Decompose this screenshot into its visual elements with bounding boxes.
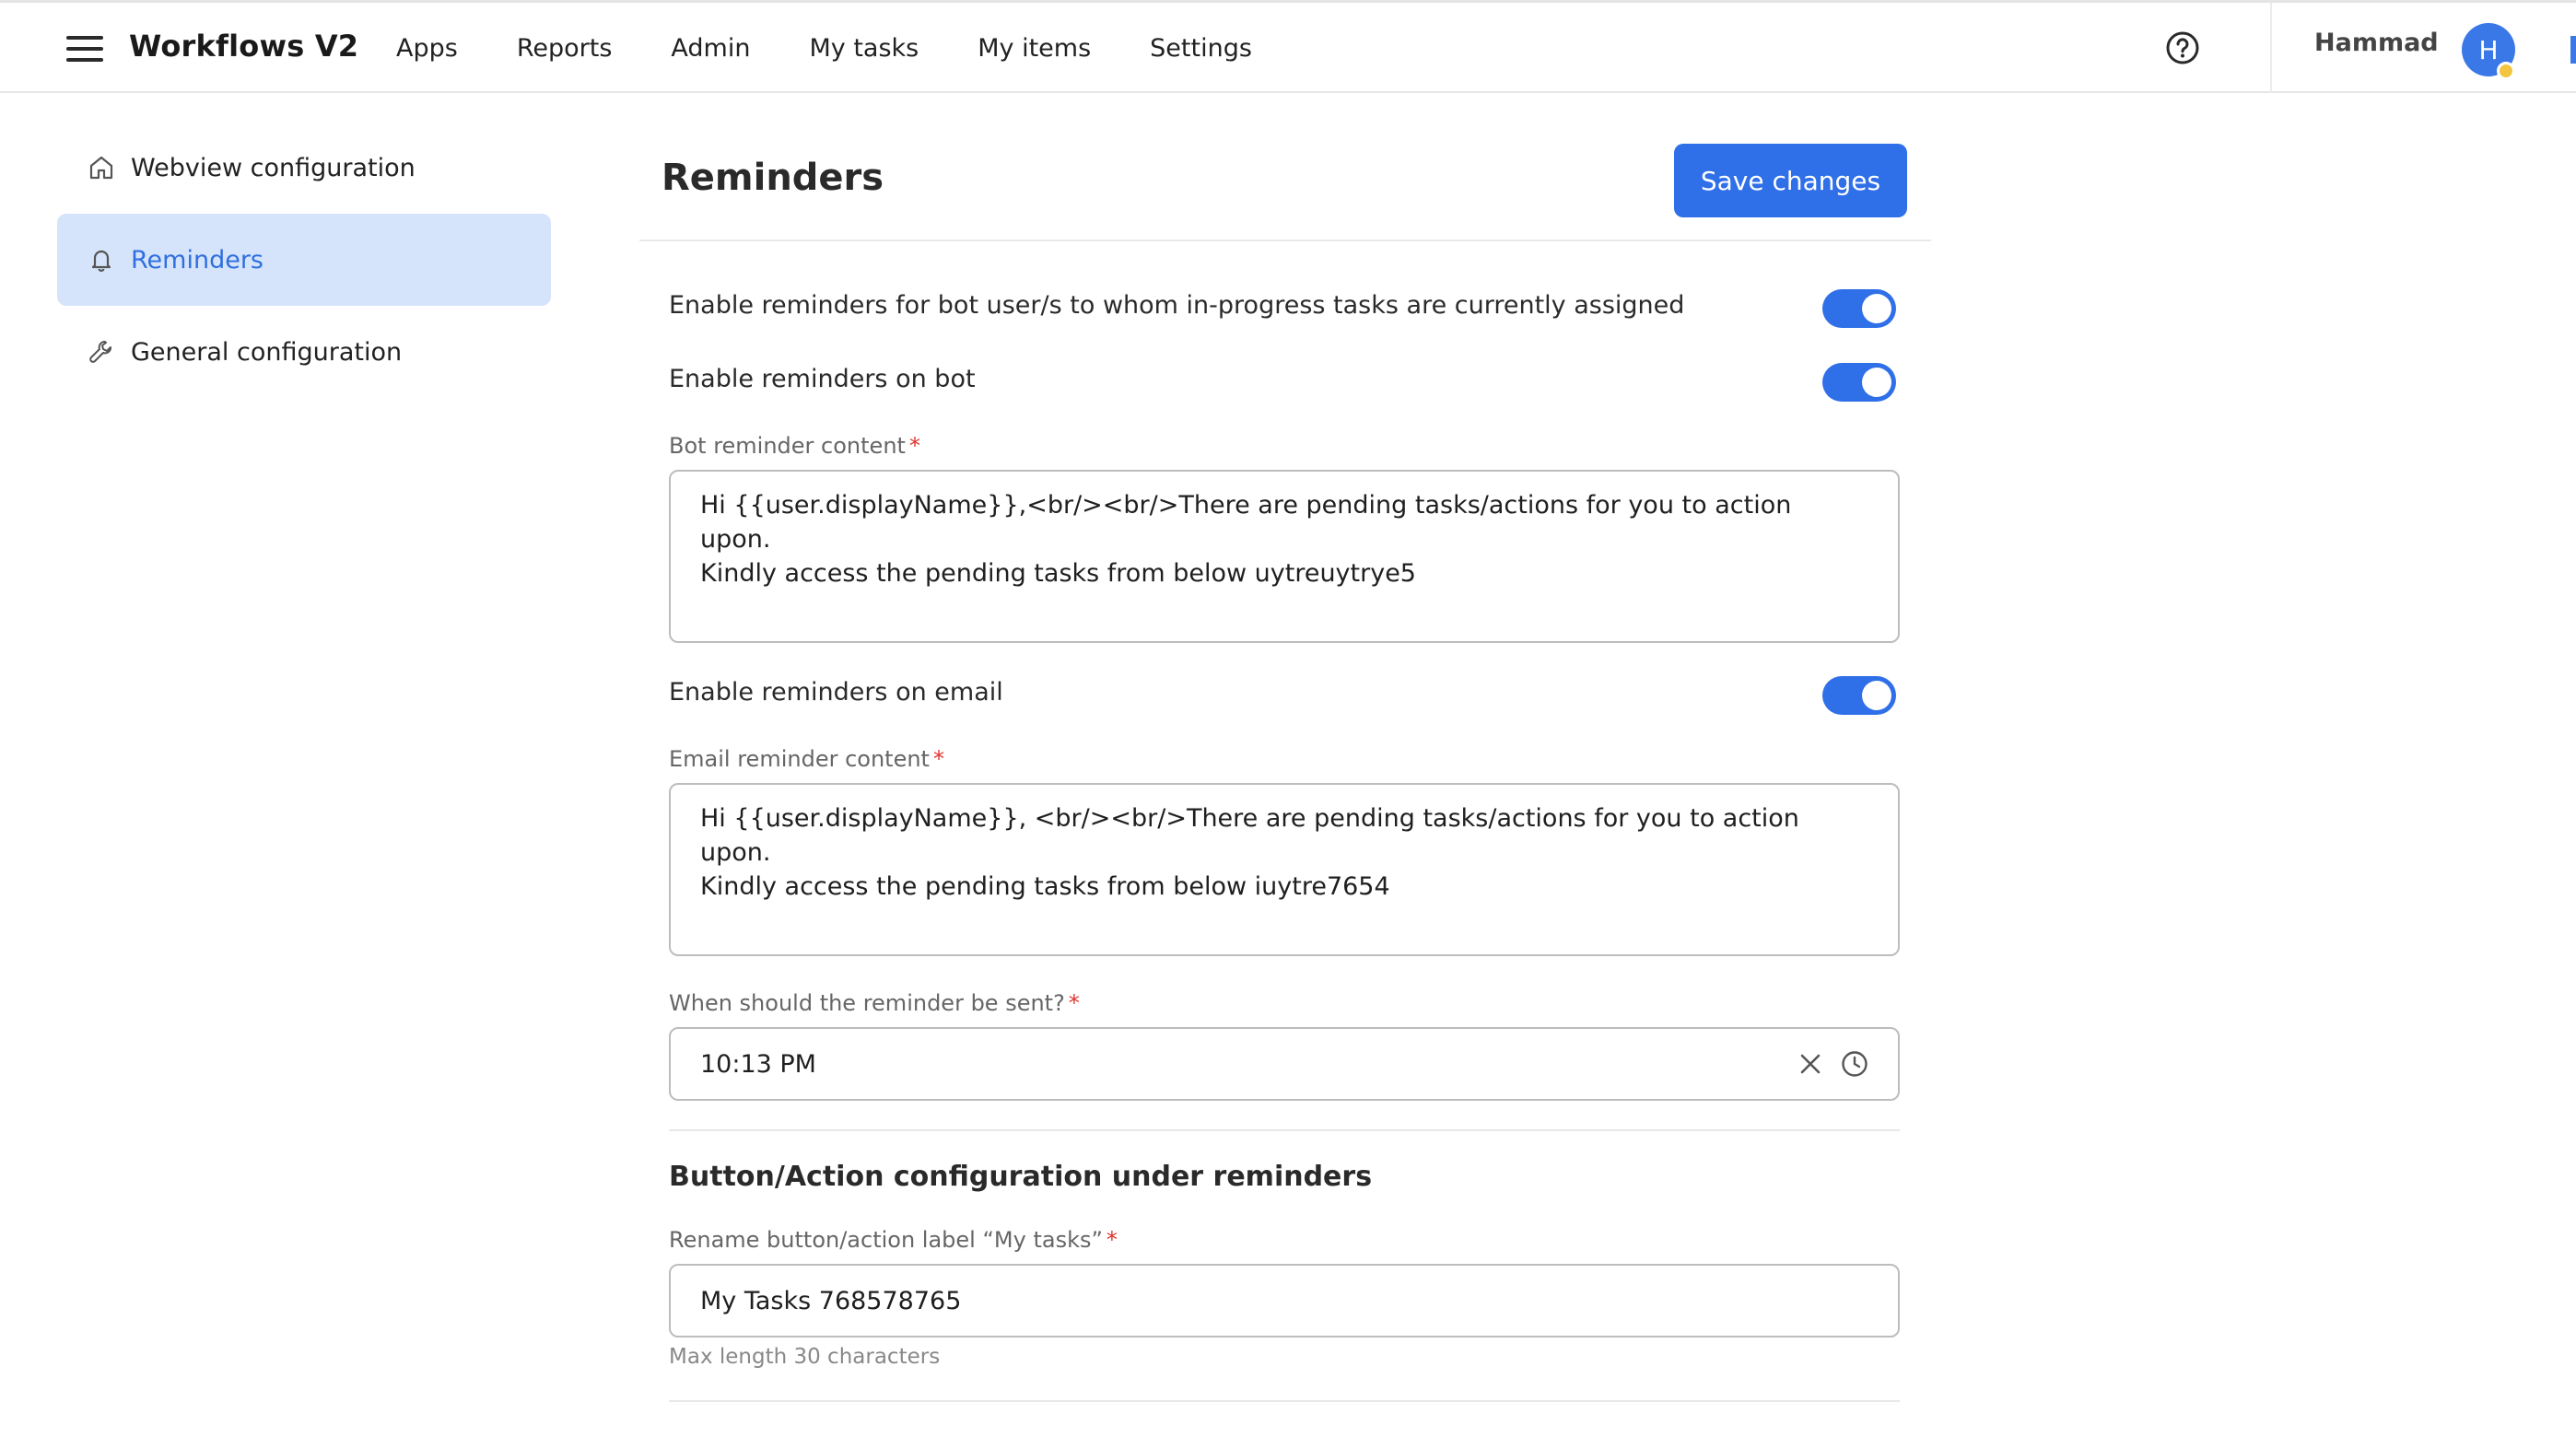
nav-item-my-items[interactable]: My items: [978, 33, 1092, 63]
field-label-text: When should the reminder be sent?: [669, 990, 1065, 1016]
divider: [669, 1129, 1900, 1131]
toggle-knob: [1862, 368, 1891, 397]
toggle-bot-label: Enable reminders on bot: [669, 365, 976, 393]
nav-item-apps[interactable]: Apps: [396, 33, 458, 63]
help-icon[interactable]: [2165, 30, 2200, 65]
max-length-hint: Max length 30 characters: [669, 1345, 941, 1369]
wrench-icon: [87, 337, 116, 367]
sidebar-item-label: General configuration: [131, 337, 403, 367]
bot-reminder-content-label: [669, 433, 920, 459]
reminder-time-input[interactable]: 10:13 PM: [669, 1027, 1900, 1101]
bell-icon: [87, 245, 116, 275]
divider: [669, 1400, 1900, 1402]
section-title: Button/Action configuration under reminders: [669, 1161, 1373, 1193]
main-nav: [396, 3, 1311, 93]
avatar[interactable]: H: [2462, 23, 2515, 76]
rename-my-tasks-input[interactable]: My Tasks 768578765: [669, 1264, 1900, 1338]
user-menu[interactable]: [2270, 3, 2576, 93]
toggle-knob: [1862, 681, 1891, 710]
toggle-in-progress-label: Enable reminders for bot user/s to whom in-progress tasks are currently assigned: [669, 291, 1685, 320]
email-reminder-content-label: [669, 746, 944, 772]
toggle-bot-reminders[interactable]: [1822, 363, 1896, 402]
page-title: Reminders: [662, 157, 884, 199]
clear-icon[interactable]: [1797, 1050, 1824, 1078]
rename-my-tasks-label: [669, 1227, 1118, 1253]
home-icon: [87, 153, 116, 182]
user-name: Hammad: [2314, 29, 2439, 57]
sidebar-item-reminders[interactable]: [57, 214, 551, 306]
required-mark: *: [1068, 990, 1080, 1016]
required-mark: *: [932, 746, 944, 772]
clock-icon[interactable]: [1840, 1049, 1869, 1079]
sidebar-item-webview-configuration[interactable]: [57, 122, 551, 214]
toggle-knob: [1862, 294, 1891, 323]
nav-item-my-tasks[interactable]: My tasks: [809, 33, 919, 63]
email-reminder-content-textarea[interactable]: Hi {{user.displayName}}, <br/><br/>There are pending tasks/actions for you to action upon. Kindly access the pending tasks from below iuytre7654: [669, 783, 1900, 956]
hamburger-menu-icon[interactable]: [66, 36, 103, 62]
save-changes-button[interactable]: Save changes: [1674, 144, 1907, 217]
nav-item-reports[interactable]: Reports: [516, 33, 613, 63]
sidebar-item-general-configuration[interactable]: [57, 306, 551, 398]
top-bar: [0, 0, 2576, 93]
edge-indicator: [2570, 36, 2576, 64]
nav-item-settings[interactable]: Settings: [1150, 33, 1252, 63]
field-label-text: Bot reminder content: [669, 433, 906, 459]
toggle-email-label: Enable reminders on email: [669, 678, 1003, 707]
status-dot: [2497, 62, 2515, 80]
field-label-text: Email reminder content: [669, 746, 930, 772]
divider: [639, 240, 1931, 241]
bot-reminder-content-textarea[interactable]: Hi {{user.displayName}},<br/><br/>There are pending tasks/actions for you to action upon. Kindly access the pending tasks from below uytreuytrye5: [669, 470, 1900, 643]
toggle-in-progress-reminders[interactable]: [1822, 289, 1896, 328]
reminder-time-label: [669, 990, 1080, 1016]
app-title: Workflows V2: [129, 29, 359, 64]
required-mark: *: [1106, 1227, 1118, 1253]
sidebar-item-label: Reminders: [131, 245, 263, 275]
required-mark: *: [908, 433, 920, 459]
nav-item-admin[interactable]: Admin: [671, 33, 751, 63]
sidebar-item-label: Webview configuration: [131, 153, 416, 182]
toggle-email-reminders[interactable]: [1822, 676, 1896, 715]
field-label-text: Rename button/action label “My tasks”: [669, 1227, 1103, 1253]
